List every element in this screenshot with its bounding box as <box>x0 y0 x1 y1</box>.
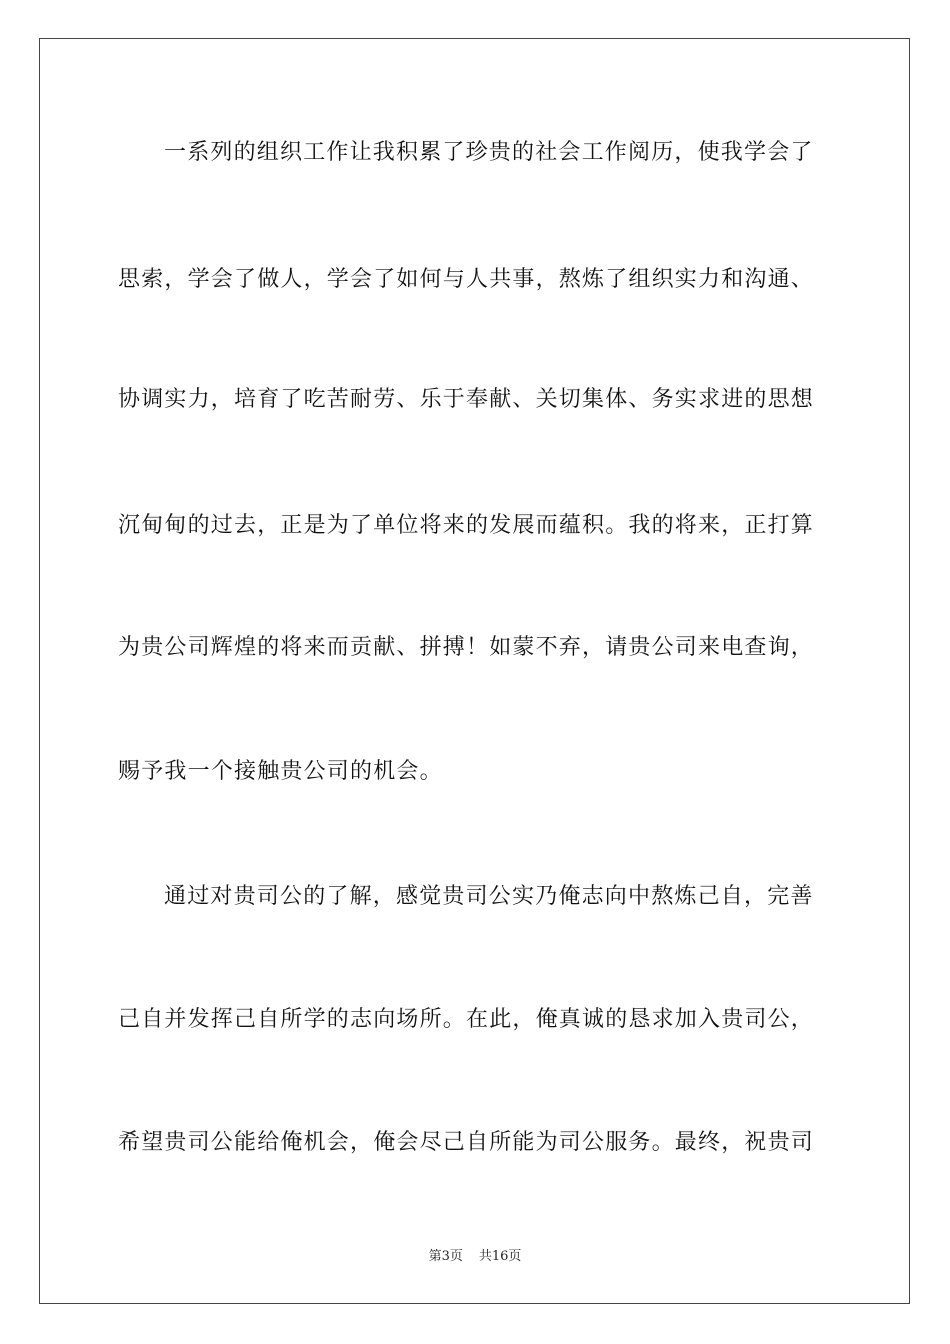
paragraph-1-line-3: 协调实力，培育了吃苦耐劳、乐于奉献、关切集体、务实求进的思想 <box>118 387 815 412</box>
paragraph-2-line-2: 己自并发挥己自所学的志向场所。在此，俺真诚的恳求加入贵司公， <box>118 1007 815 1032</box>
paragraph-1-line-1: 一系列的组织工作让我积累了珍贵的社会工作阅历，使我学会了 <box>164 140 814 165</box>
paragraph-1-line-5: 为贵公司辉煌的将来而贡献、拼搏！如蒙不弃，请贵公司来电查询， <box>118 635 815 660</box>
page-number: 第3页 <box>428 1249 463 1264</box>
paragraph-1-line-2: 思索，学会了做人，学会了如何与人共事，熬炼了组织实力和沟通、 <box>118 267 815 292</box>
paragraph-2-line-3: 希望贵司公能给俺机会，俺会尽己自所能为司公服务。最终，祝贵司 <box>118 1130 815 1155</box>
page-border <box>39 38 910 1304</box>
page-footer <box>0 1248 950 1266</box>
paragraph-1-line-6: 赐予我一个接触贵公司的机会。 <box>118 759 443 784</box>
paragraph-2-line-1: 通过对贵司公的了解，感觉贵司公实乃俺志向中熬炼己自，完善 <box>164 884 814 909</box>
page-total: 共16页 <box>478 1249 522 1264</box>
paragraph-1-line-4: 沉甸甸的过去，正是为了单位将来的发展而蕴积。我的将来，正打算 <box>118 513 815 538</box>
